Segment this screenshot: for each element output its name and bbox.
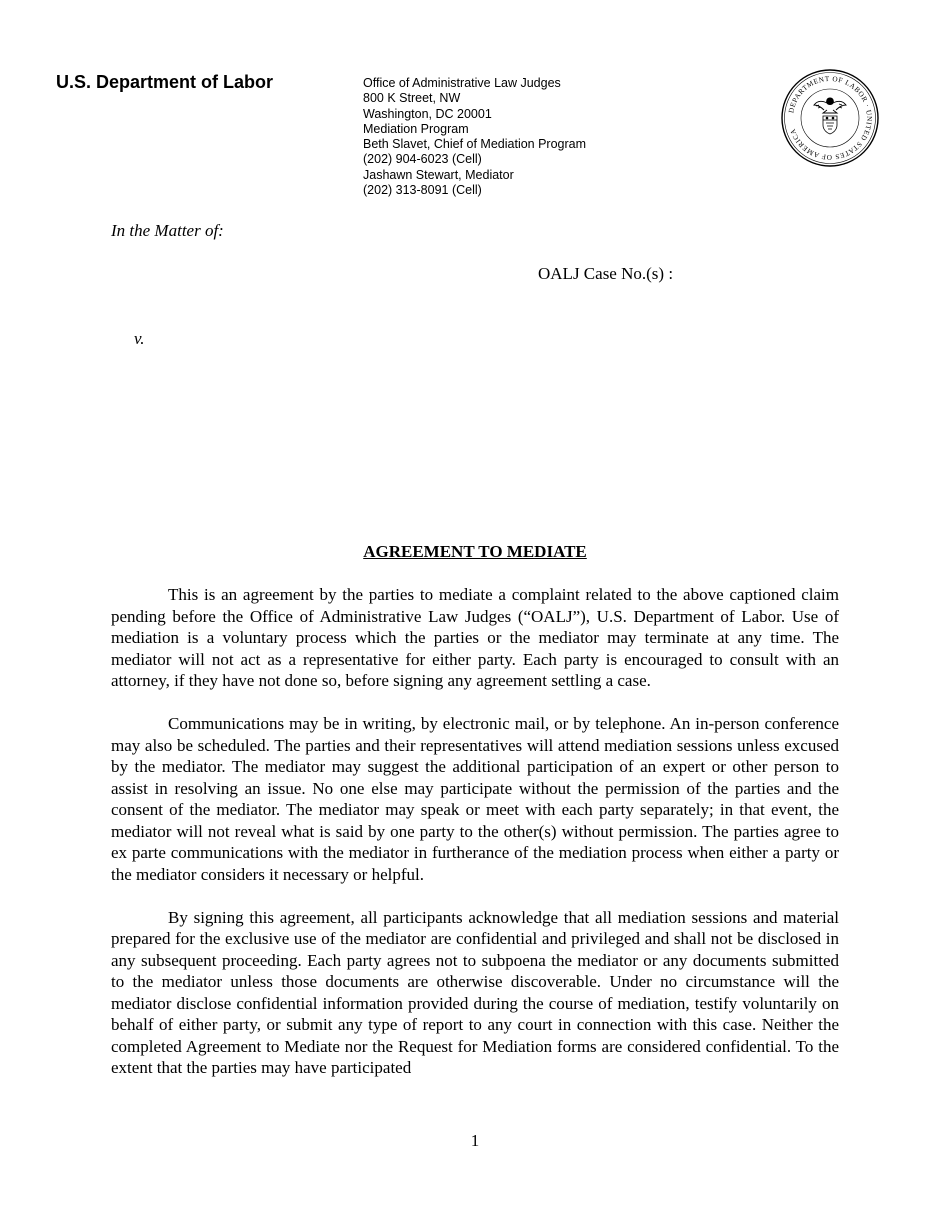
- address-line: Office of Administrative Law Judges: [363, 76, 561, 90]
- address-line: Mediation Program: [363, 121, 469, 136]
- address-line: (202) 904-6023 (Cell): [363, 152, 482, 167]
- department-of-labor-seal-icon: [780, 68, 880, 168]
- agreement-paragraph: Communications may be in writing, by electronic mail, or by telephone. An in-person conference may also be scheduled. The parties and their representatives will attend mediation sessions unless excused by the mediator. The mediator may suggest the additional participation of an expert or other person to assist in resolving an issue. No one else may participate without the permission of the parties and the consent of the mediator. The mediator may speak or meet with each party separately; in that event, the mediator will not reveal what is said by one party to the other(s) without permission. The parties agree to ex parte communications with the mediator in furtherance of the mediation process when either a party or the mediator considers it necessary or helpful.: [111, 714, 839, 884]
- agreement-body: [111, 584, 839, 1100]
- address-line: Washington, DC 20001: [363, 106, 492, 121]
- versus-label: v.: [134, 329, 145, 348]
- in-the-matter-of-label: In the Matter of:: [111, 221, 224, 240]
- page-number: 1: [470, 1131, 480, 1150]
- case-number-label: OALJ Case No.(s) :: [538, 264, 674, 283]
- seal-lettering: DEPARTMENT OF LABOR · UNITED STATES OF AMERICA: [787, 74, 874, 162]
- address-line: 800 K Street, NW: [363, 91, 461, 106]
- agreement-paragraph: By signing this agreement, all participants acknowledge that all mediation sessions and material prepared for the exclusive use of the mediator are confidential and privileged and shall not be disclosed in any subsequent proceeding. Each party agrees not to subpoena the mediator or any documents submitted to the mediator unless those documents are otherwise discoverable. Under no circumstance will the mediator disclose confidential information provided during the course of mediation, testify voluntarily on behalf of either party, or submit any type of report to any court in connection with this case. Neither the completed Agreement to Mediate nor the Request for Mediation forms are considered confidential. To the extent that the parties may have participated: [111, 907, 839, 1077]
- address-line: Beth Slavet, Chief of Mediation Program: [363, 137, 587, 152]
- agreement-title: AGREEMENT TO MEDIATE: [363, 542, 587, 561]
- svg-text:DEPARTMENT OF LABOR · UNITED S: [787, 75, 873, 161]
- department-name: U.S. Department of Labor: [56, 72, 274, 92]
- office-address-block: [363, 76, 586, 198]
- agreement-paragraph: This is an agreement by the parties to mediate a complaint related to the above captioned claim pending before the Office of Administrative Law Judges (“OALJ”), U.S. Department of Labor. Use of mediation is a voluntary process which the parties or the mediator may terminate at any time. The mediator will not act as a representative for either party. Each party is encouraged to consult with an attorney, if they have not done so, before signing any agreement settling a case.: [111, 585, 839, 690]
- address-line: Jashawn Stewart, Mediator: [363, 167, 514, 182]
- address-line: (202) 313-8091 (Cell): [363, 183, 482, 198]
